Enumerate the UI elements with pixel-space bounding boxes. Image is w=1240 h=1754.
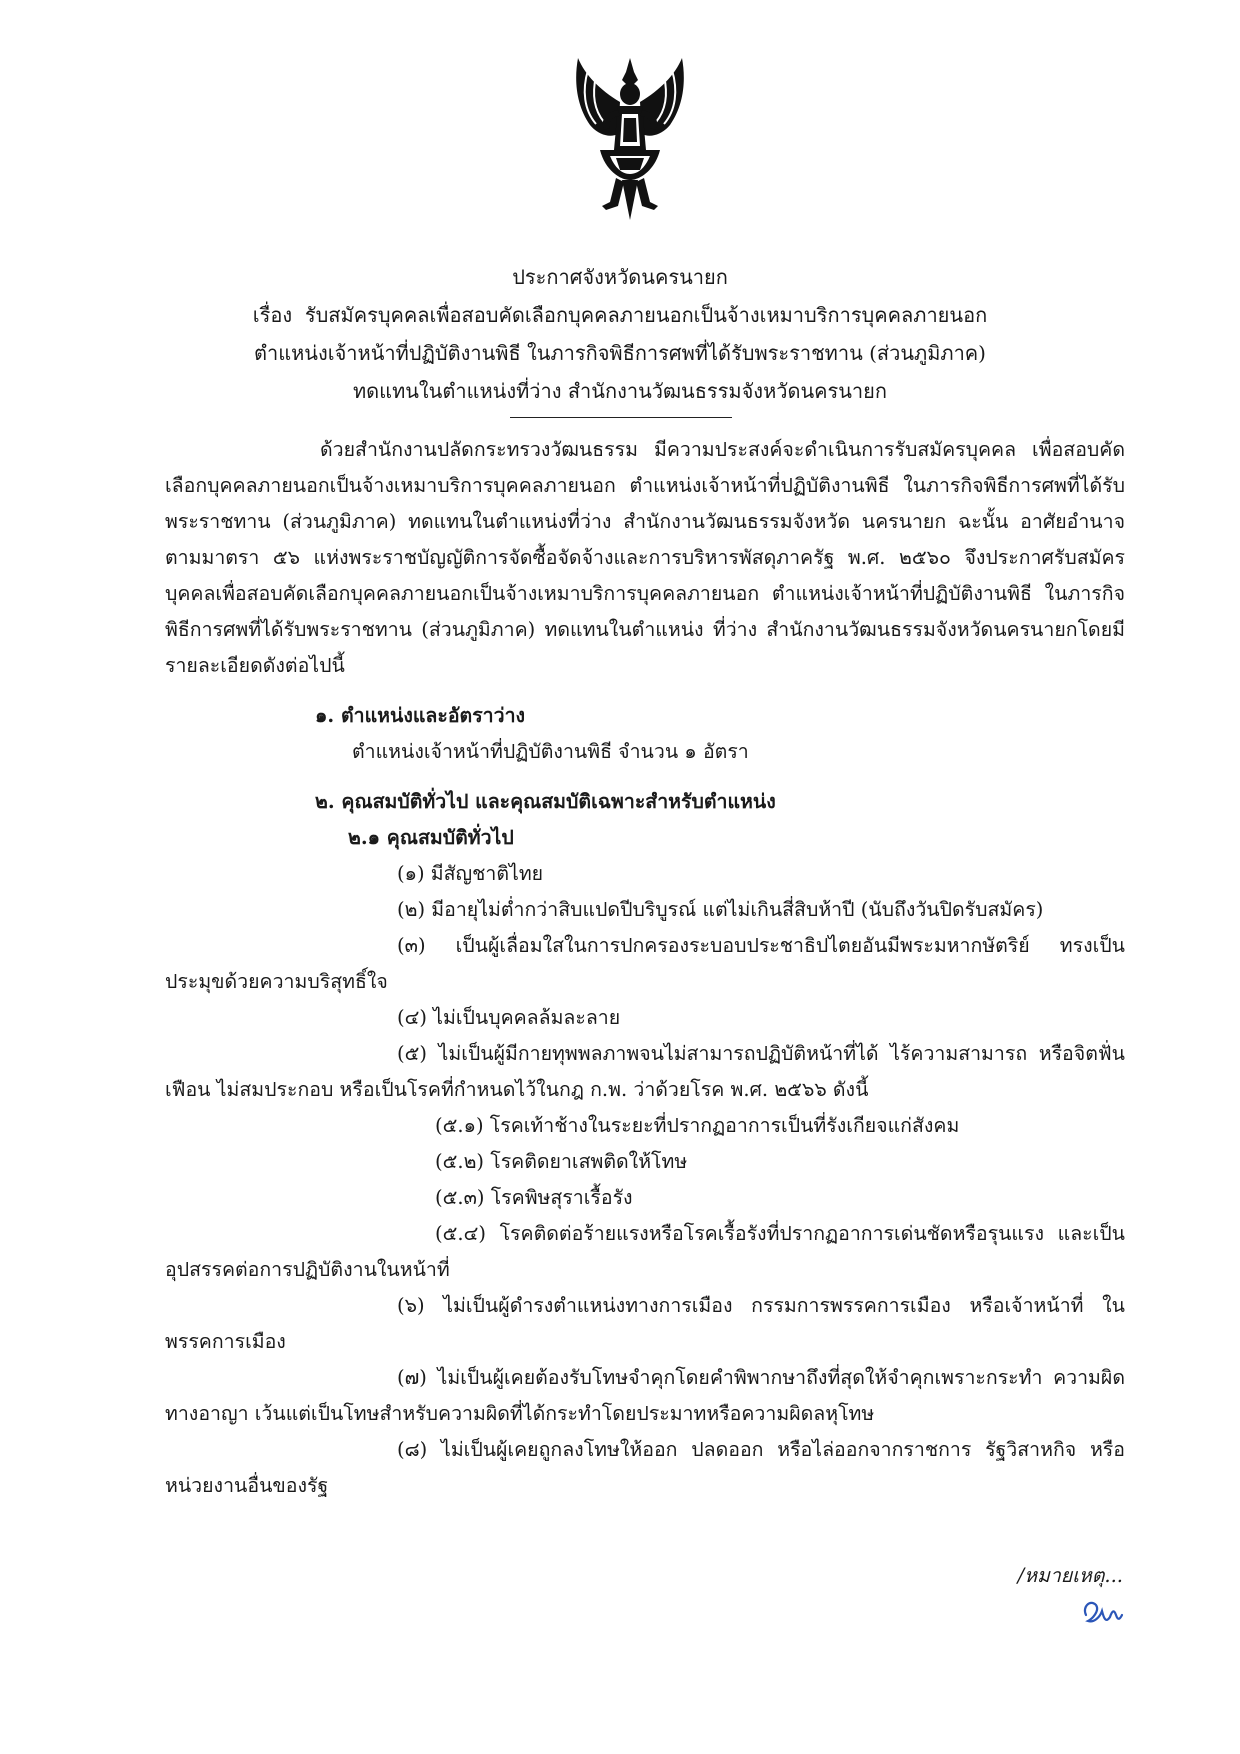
subject-line-1: เรื่อง รับสมัครบุคคลเพื่อสอบคัดเลือกบุคคลภายนอกเป็นจ้างเหมาบริการบุคคลภายนอก	[252, 303, 988, 327]
agency-title: ประกาศจังหวัดนครนายก	[512, 265, 728, 289]
intro-paragraph: ด้วยสำนักงานปลัดกระทรวงวัฒนธรรม มีความประสงค์จะดำเนินการรับสมัครบุคคล เพื่อสอบคัดเลือกบุคคลภายนอกเป็นจ้างเหมาบริการบุคคลภายนอก ตำแหน่งเจ้าหน้าที่ปฏิบัติงานพิธี ในภารกิจพิธีการศพที่ได้รับพระราชทาน (ส่วนภูมิภาค) ทดแทนในตำแหน่งที่ว่าง สำนักงานวัฒนธรรมจังหวัด นครนายก ฉะนั้น อาศัยอำนาจตามมาตรา ๕๖ แห่งพระราชบัญญัติการจัดซื้อจัดจ้างและการบริหารพัสดุภาครัฐ พ.ศ. ๒๕๖๐ จึงประกาศรับสมัครบุคคลเพื่อสอบคัดเลือกบุคคลภายนอกเป็นจ้างเหมาบริการบุคคลภายนอก ตำแหน่งเจ้าหน้าที่ปฏิบัติงานพิธี ในภารกิจพิธีการศพที่ได้รับพระราชทาน (ส่วนภูมิภาค) ทดแทนในตำแหน่ง ที่ว่าง สำนักงานวัฒนธรรมจังหวัดนครนายกโดยมีรายละเอียดดังต่อไปนี้	[165, 438, 1125, 677]
qualification-item: (๗) ไม่เป็นผู้เคยต้องรับโทษจำคุกโดยคำพิพากษาถึงที่สุดให้จำคุกเพราะกระทำ ความผิดทางอาญา เว้นแต่เป็นโทษสำหรับความผิดที่ได้กระทำโดยประมาทหรือความผิดลหุโทษ	[165, 1366, 1125, 1425]
section-1-text: ตำแหน่งเจ้าหน้าที่ปฏิบัติงานพิธี จำนวน ๑ อัตรา	[352, 740, 749, 763]
section-2-1-heading: ๒.๑ คุณสมบัติทั่วไป	[348, 826, 514, 849]
qualification-item: (๘) ไม่เป็นผู้เคยถูกลงโทษให้ออก ปลดออก หรือไล่ออกจากราชการ รัฐวิสาหกิจ หรือหน่วยงานอื่นของรัฐ	[165, 1438, 1125, 1497]
section-2-heading: ๒. คุณสมบัติทั่วไป และคุณสมบัติเฉพาะสำหรับตำแหน่ง	[315, 790, 776, 813]
continued-note: /หมายเหตุ...	[1017, 1564, 1123, 1587]
qualification-item: (๔) ไม่เป็นบุคคลล้มละลาย	[397, 1006, 621, 1029]
qualification-item: (๖) ไม่เป็นผู้ดำรงตำแหน่งทางการเมือง กรรมการพรรคการเมือง หรือเจ้าหน้าที่ ในพรรคการเมือง	[165, 1294, 1125, 1353]
qualification-item: (๒) มีอายุไม่ต่ำกว่าสิบแปดปีบริบูรณ์ แต่ไม่เกินสี่สิบห้าปี (นับถึงวันปิดรับสมัคร)	[397, 898, 1044, 921]
subject-line-2: ตำแหน่งเจ้าหน้าที่ปฏิบัติงานพิธี ในภารกิจพิธีการศพที่ได้รับพระราชทาน (ส่วนภูมิภาค)	[254, 341, 986, 365]
disease-item: (๕.๓) โรคพิษสุราเรื้อรัง	[435, 1186, 633, 1209]
header-divider	[510, 417, 732, 418]
section-1-heading: ๑. ตำแหน่งและอัตราว่าง	[315, 704, 526, 727]
subject-line-3: ทดแทนในตำแหน่งที่ว่าง สำนักงานวัฒนธรรมจังหวัดนครนายก	[353, 379, 887, 403]
qualification-item: (๕) ไม่เป็นผู้มีกายทุพพลภาพจนไม่สามารถปฏิบัติหน้าที่ได้ ไร้ความสามารถ หรือจิตฟั่นเฟือน ไม่สมประกอบ หรือเป็นโรคที่กำหนดไว้ในกฎ ก.พ. ว่าด้วยโรค พ.ศ. ๒๕๖๖ ดังนี้	[165, 1042, 1125, 1101]
disease-item: (๕.๑) โรคเท้าช้างในระยะที่ปรากฏอาการเป็นที่รังเกียจแก่สังคม	[435, 1114, 960, 1137]
garuda-emblem	[560, 50, 700, 225]
handwritten-initials	[1080, 1595, 1125, 1627]
qualification-item: (๑) มีสัญชาติไทย	[397, 862, 544, 885]
qualification-item: (๓) เป็นผู้เลื่อมใสในการปกครองระบอบประชาธิปไตยอันมีพระมหากษัตริย์ ทรงเป็นประมุขด้วยความบริสุทธิ์ใจ	[165, 934, 1125, 993]
announcement-header	[0, 258, 1240, 410]
disease-item: (๕.๒) โรคติดยาเสพติดให้โทษ	[435, 1150, 688, 1173]
disease-item: (๕.๔) โรคติดต่อร้ายแรงหรือโรคเรื้อรังที่ปรากฏอาการเด่นชัดหรือรุนแรง และเป็นอุปสรรคต่อการปฏิบัติงานในหน้าที่	[165, 1222, 1125, 1281]
announcement-body	[165, 432, 1125, 1504]
